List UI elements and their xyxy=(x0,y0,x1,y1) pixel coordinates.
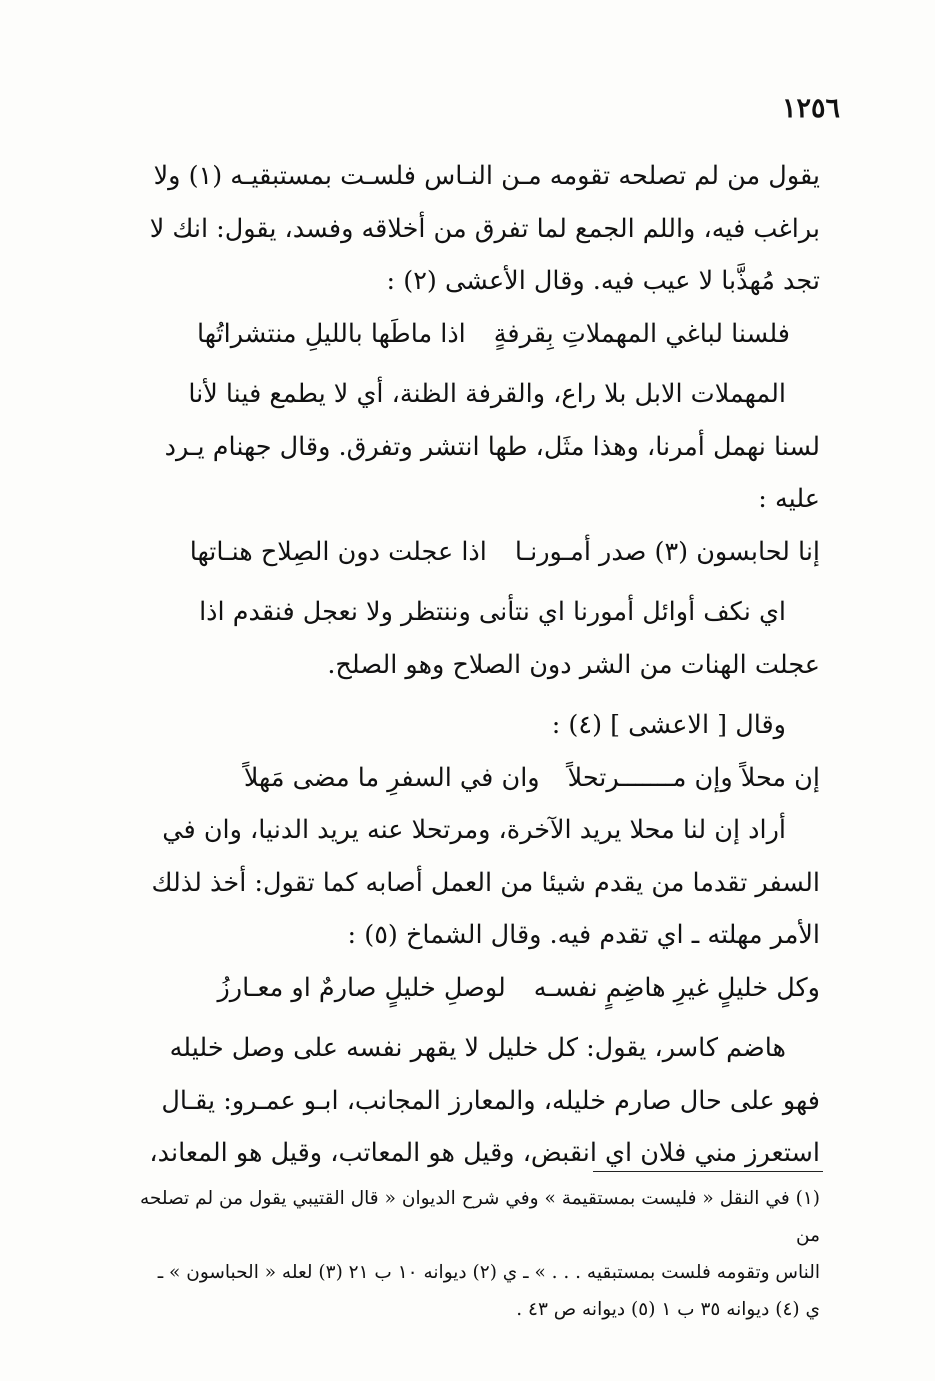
text-line: السفر تقدما من يقدم شيئا من العمل أصابه كما تقول: أخذ لذلك xyxy=(151,867,820,898)
footnote-divider xyxy=(593,1171,823,1172)
footnote-line: ي (٤) ديوانه ٣٥ ب ١ (٥) ديوانه ص ٤٣ . xyxy=(516,1299,820,1320)
verse-line xyxy=(147,308,820,361)
text-line: الأمر مهلته ـ اي تقدم فيه. وقال الشماخ (٥) : xyxy=(347,920,820,950)
verse-second-hemistich: اذا ماطَها بالليلِ منتشراتُها xyxy=(197,318,466,349)
verse-first-hemistich: فلسنا لباغي المهملاتِ بِقرفةٍ xyxy=(493,318,790,349)
footnote-line: الناس وتقومه فلست بمستبقيه . . . » ـ ي (٢) ديوانه ١٠ ب ٢١ (٣) لعله « الحباسون » ـ xyxy=(157,1262,820,1283)
verse-second-hemistich: اذا عجلت دون الصِلاح هنـاتها xyxy=(189,536,487,567)
verse-second-hemistich: وان في السفرِ ما مضى مَهلاً xyxy=(243,762,540,793)
verse-line xyxy=(147,752,820,805)
text-line: المهملات الابل بلا راع، والقرفة الظنة، أي لا يطمع فينا لأنا xyxy=(188,379,786,409)
footnote-line: (١) في النقل « فليست بمستقيمة » وفي شرح الديوان « قال القتيبي يقول من لم تصلحه من xyxy=(140,1188,820,1246)
text-line: فهو على حال صارم خليله، والمعارز المجانب، ابـو عمـرو: يقـال xyxy=(161,1085,820,1116)
verse-line xyxy=(147,962,820,1015)
text-line: لسنا نهمل أمرنا، وهذا مثَل، طها انتشر وتفرق. وقال جهنام يـرد xyxy=(164,431,820,462)
verse-first-hemistich: وكل خليلٍ غيرِ هاضِمٍ نفسـه xyxy=(533,972,820,1003)
text-line: أراد إن لنا محلا يريد الآخرة، ومرتحلا عنه يريد الدنيا، وان في xyxy=(162,815,786,845)
verse-second-hemistich: لوصلِ خليلٍ صارمٌ او معـارزُ xyxy=(217,972,506,1003)
footnotes xyxy=(140,1180,820,1328)
verse-first-hemistich: إن محلاً وإن مـــــــرتحلاً xyxy=(567,762,820,793)
text-line: هاضم كاسر، يقول: كل خليل لا يقهر نفسه على وصل خليله xyxy=(169,1033,786,1063)
verse-line xyxy=(147,526,820,579)
main-text xyxy=(147,150,820,1180)
text-line: عليه : xyxy=(758,484,820,514)
page-number: ١٢٥٦ xyxy=(781,93,840,124)
text-line: براغب فيه، واللم الجمع لما تفرق من أخلاقه وفسد، يقول: انك لا xyxy=(149,213,820,244)
text-line: اي نكف أوائل أمورنا اي نتأنى وننتظر ولا نعجل فنقدم اذا xyxy=(199,597,786,627)
verse-first-hemistich: إنا لحابسون (٣) صدر أمـورنـا xyxy=(514,536,820,567)
text-line: تجد مُهذَّبا لا عيب فيه. وقال الأعشى (٢) : xyxy=(386,266,820,296)
text-line: يقول من لم تصلحه تقومه مـن النـاس فلسـت بمستبقيـه (١) ولا xyxy=(153,161,820,191)
text-line: عجلت الهنات من الشر دون الصلاح وهو الصلح. xyxy=(327,649,820,680)
text-line: استعرز مني فلان اي انقبض، وقيل هو المعاتب، وقيل هو المعاند، xyxy=(149,1138,820,1168)
text-line: وقال [ الاعشى ] (٤) : xyxy=(551,710,786,740)
